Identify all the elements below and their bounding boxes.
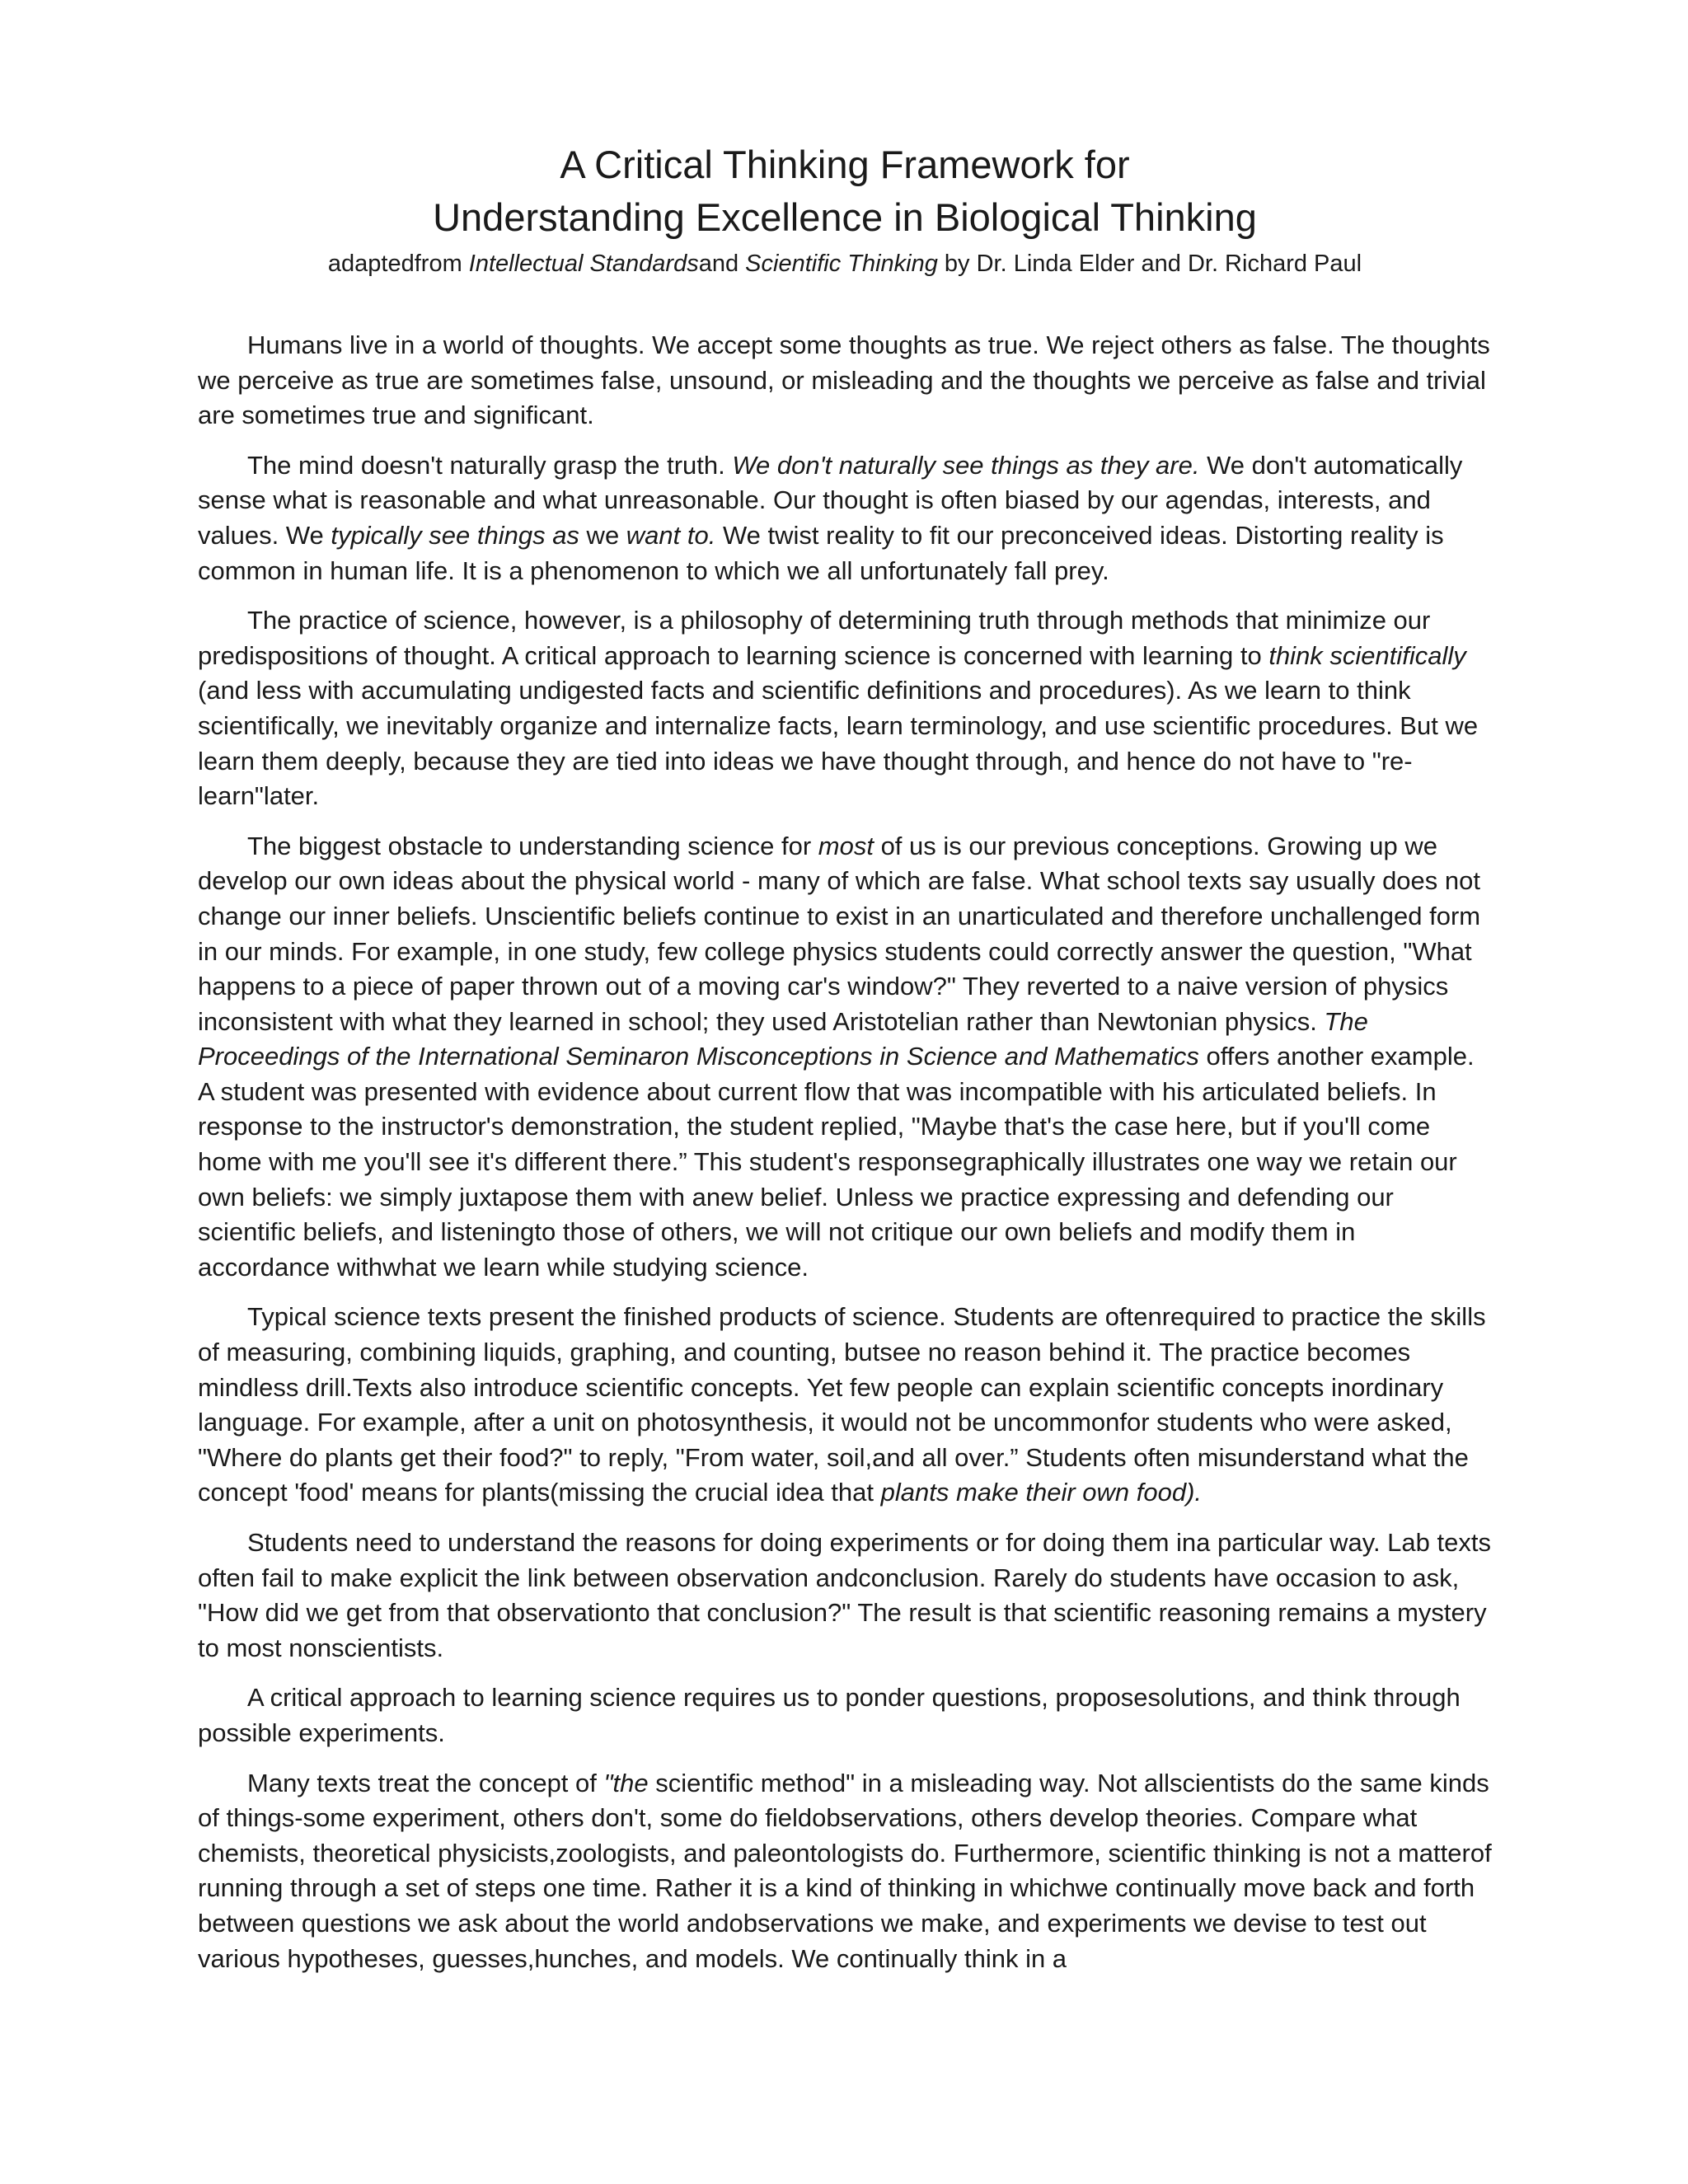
italic-text: think scientifically xyxy=(1268,640,1466,670)
body-paragraph xyxy=(198,1526,1492,1666)
document-page xyxy=(198,138,1492,1991)
paragraph-text: The practice of science, however, is a philosophy of determining truth through methods that minimize our predispositions of thought. A critical approach to learning science is concerned with learning to xyxy=(198,606,1431,670)
subtitle-work-2: Scientific Thinking xyxy=(745,251,938,277)
paragraph-text: we xyxy=(579,520,626,550)
body-paragraph xyxy=(198,829,1492,1286)
subtitle-mid: and xyxy=(698,251,746,277)
italic-text: plants make their own food). xyxy=(880,1478,1203,1507)
italic-text: most xyxy=(818,831,874,860)
body-paragraph xyxy=(198,1680,1492,1750)
body-paragraph xyxy=(198,603,1492,814)
document-subtitle xyxy=(198,247,1492,280)
document-title-line-2: Understanding Excellence in Biological Thinking xyxy=(433,195,1257,239)
italic-text: We don't naturally see things as they are. xyxy=(732,450,1200,480)
body-paragraph xyxy=(198,1300,1492,1511)
body-paragraph xyxy=(198,328,1492,434)
italic-text: "the xyxy=(603,1768,649,1797)
italic-text: want to. xyxy=(626,520,716,550)
paragraph-text: The biggest obstacle to understanding science for xyxy=(247,831,818,860)
paragraph-text: (and less with accumulating undigested facts and scientific definitions and procedures). As we learn to think scientifically, we inevitably organize and internalize facts, learn terminology, and use scientific procedures. But we learn them deeply, because they are tied into ideas we have thought through, and hence do not have to "re-learn"later. xyxy=(198,676,1479,811)
italic-text: The Proceedings of the International Seminaron Misconceptions in Science and Mathematics xyxy=(198,1006,1368,1071)
subtitle-work-1: Intellectual Standards xyxy=(468,251,699,277)
paragraph-text: Many texts treat the concept of xyxy=(247,1768,604,1797)
paragraph-text: offers another example. A student was presented with evidence about current flow that was incompatible with his articulated beliefs. In response to the instructor's demonstration, the student replied, "Maybe that's the case here, but if you'll come home with me you'll see it's different there.” This student's responsegraphically illustrates one way we retain our own beliefs: we simply juxtapose them with anew belief. Unless we practice expressing and defending our scientific beliefs, and listeningto those of others, we will not critique our own beliefs and modify them in accordance withwhat we learn while studying science. xyxy=(198,1042,1475,1282)
paragraph-text: A critical approach to learning science requires us to ponder questions, proposesolutions, and think through possible experiments. xyxy=(198,1683,1461,1747)
subtitle-pre: adaptedfrom xyxy=(327,251,469,277)
title-block xyxy=(198,138,1492,280)
paragraph-text: The mind doesn't naturally grasp the truth. xyxy=(247,450,733,480)
body-paragraph xyxy=(198,448,1492,588)
paragraph-text: Students need to understand the reasons for doing experiments or for doing them ina particular way. Lab texts often fail to make explicit the link between observation andconclusion. Rarely do students have occasion to ask, "How did we get from that observationto that conclusion?" The result is that scientific reasoning remains a mystery to most nonscientists. xyxy=(198,1528,1491,1662)
document-title-line-1: A Critical Thinking Framework for xyxy=(560,143,1130,186)
paragraph-text: Humans live in a world of thoughts. We accept some thoughts as true. We reject others as false. The thoughts we perceive as true are sometimes false, unsound, or misleading and the thoughts we perceive as false and trivial are sometimes true and significant. xyxy=(198,330,1490,430)
paragraph-text: of us is our previous conceptions. Growing up we develop our own ideas about the physical world - many of which are false. What school texts say usually does not change our inner beliefs. Unscientific beliefs continue to exist in an unarticulated and therefore unchallenged form in our minds. For example, in one study, few college physics students could correctly answer the question, "What happens to a piece of paper thrown out of a moving car's window?" They reverted to a naive version of physics inconsistent with what they learned in school; they used Aristotelian rather than Newtonian physics. xyxy=(198,831,1481,1036)
paragraph-text: We twist reality to fit our preconceived ideas. Distorting reality is common in human life. It is a phenomenon to which we all unfortunately fall prey. xyxy=(198,520,1444,585)
body-paragraph xyxy=(198,1766,1492,1977)
italic-text: typically see things as xyxy=(331,520,579,550)
paragraph-text: We don't automatically sense what is reasonable and what unreasonable. Our thought is often biased by our agendas, interests, and values. We xyxy=(198,450,1463,550)
document-body xyxy=(198,328,1492,1976)
paragraph-text: scientific method" in a misleading way. Not allscientists do the same kinds of things-some experiment, others don't, some do fieldobservations, others develop theories. Compare what chemists, theoretical physicists,zoologists, and paleontologists do. Furthermore, scientific thinking is not a matterof running through a set of steps one time. Rather it is a kind of thinking in whichwe continually move back and forth between questions we ask about the world andobservations we make, and experiments we devise to test out various hypotheses, guesses,hunches, and models. We continually think in a xyxy=(198,1768,1492,1973)
paragraph-text: Typical science texts present the finished products of science. Students are oftenrequired to practice the skills of measuring, combining liquids, graphing, and counting, butsee no reason behind it. The practice becomes mindless drill.Texts also introduce scientific concepts. Yet few people can explain scientific concepts inordinary language. For example, after a unit on photosynthesis, it would not be uncommonfor students who were asked, "Where do plants get their food?" to reply, "From water, soil,and all over.” Students often misunderstand what the concept 'food' means for plants(missing the crucial idea that xyxy=(198,1302,1486,1507)
subtitle-post: by Dr. Linda Elder and Dr. Richard Paul xyxy=(937,251,1362,277)
